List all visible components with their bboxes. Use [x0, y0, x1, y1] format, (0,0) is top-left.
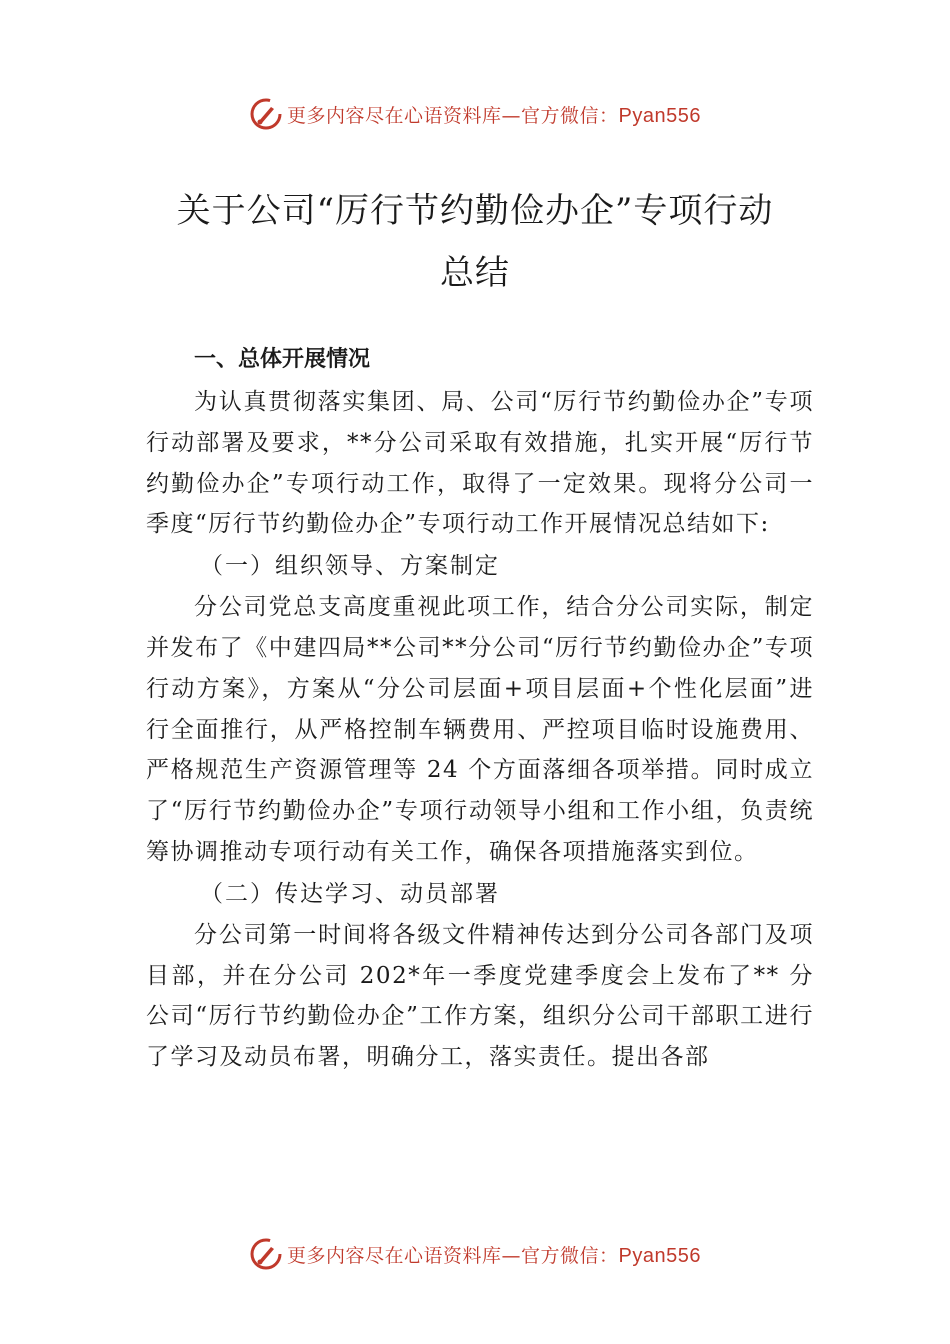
- watermark-main: 更多内容尽在心语资料库: [287, 104, 502, 127]
- watermark-id: Pyan556: [618, 104, 701, 127]
- title-line-2: 总结: [440, 253, 510, 293]
- watermark-header: [0, 94, 950, 134]
- subsection-heading-2: （二）传达学习、动员部署: [200, 880, 500, 907]
- brush-logo-icon: [249, 1237, 283, 1271]
- document-title: [100, 180, 850, 304]
- watermark-footer: [0, 1234, 950, 1274]
- subsection-body-1: 分公司党总支高度重视此项工作，结合分公司实际，制定并发布了《中建四局**公司**分公司“厉行节约勤俭办企”专项行动方案》，方案从“分公司层面+项目层面+个性化层面”进行全面推行，从严格控制车辆费用、严控项目临时设施费用、严格规范生产资源管理等 24 个方面落细各项举措。同时成立了“厉行节约勤俭办企”专项行动领导小组和工作小组，负责统筹协调推动专项行动有关工作，确保各项措施落实到位。: [146, 594, 814, 865]
- document-body: [146, 338, 814, 1078]
- watermark-sub: —官方微信：: [501, 104, 619, 127]
- subsection-heading-1: （一）组织领导、方案制定: [200, 553, 500, 580]
- brush-logo-icon: [249, 97, 283, 131]
- intro-paragraph: 为认真贯彻落实集团、局、公司“厉行节约勤俭办企”专项行动部署及要求，**分公司采取有效措施，扎实开展“厉行节约勤俭办企”专项行动工作，取得了一定效果。现将分公司一季度“厉行节约勤俭办企”专项行动工作开展情况总结如下:: [146, 389, 814, 538]
- title-line-1: 关于公司“厉行节约勤俭办企”专项行动: [176, 191, 774, 231]
- watermark-sub: —官方微信：: [501, 1244, 619, 1267]
- watermark-text: [287, 101, 701, 128]
- watermark-main: 更多内容尽在心语资料库: [287, 1244, 502, 1267]
- section-heading: 一、总体开展情况: [194, 347, 371, 372]
- subsection-body-2: 分公司第一时间将各级文件精神传达到分公司各部门及项目部，并在分公司 202*年一季度党建季度会上发布了** 分公司“厉行节约勤俭办企”工作方案，组织分公司干部职工进行了学习及动员布署，明确分工，落实责任。提出各部: [146, 921, 814, 1071]
- watermark-id: Pyan556: [618, 1244, 701, 1267]
- watermark-text: [287, 1241, 701, 1268]
